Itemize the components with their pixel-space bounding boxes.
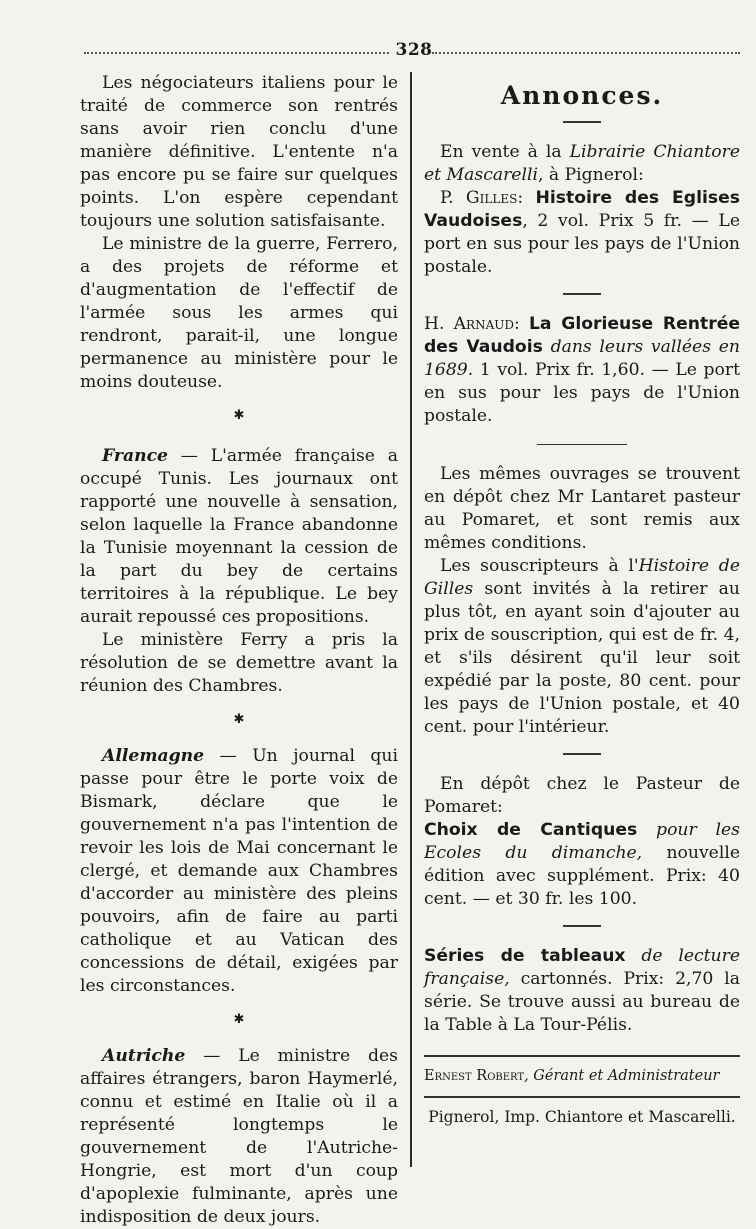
ad3-book-italic: Histoire de Gilles <box>424 556 740 599</box>
separator-dash <box>563 753 601 755</box>
page-header <box>0 40 756 64</box>
header-ornament-left <box>84 52 389 54</box>
separator-dash <box>563 925 601 927</box>
ad1-bookshop: Librairie Chiantore et Mascarelli <box>424 142 740 185</box>
autriche-paragraph <box>80 1045 398 1229</box>
ad1-author: P. Gilles <box>440 188 518 208</box>
ad4-book-title: Choix de Cantiques <box>424 820 638 840</box>
ad5-price: cartonnés. Prix: 2,70 la série. Se trouve aussi au bureau de la Table à La Tour-Pélis. <box>424 969 740 1035</box>
france-heading: France <box>102 446 168 466</box>
ad5-body <box>424 945 740 1037</box>
italy-paragraph-2: Le ministre de la guerre, Ferrero, a des projets de réforme et d'augmentation de l'effectif de l'armée sous les armes qui rendront, parait-il, une longue permanence au ministère pour le moins douteuse. <box>80 234 398 392</box>
ad1-intro <box>424 141 740 187</box>
section-star-icon: ✱ <box>233 1012 245 1027</box>
ad1-intro-text: En vente à la <box>440 142 570 162</box>
ad1-body <box>424 187 740 279</box>
ad2-subtitle: dans leurs vallées en 1689. <box>424 337 740 380</box>
separator-dash <box>563 293 601 295</box>
right-column <box>424 72 740 1129</box>
ad4-body <box>424 819 740 911</box>
header-ornament-right <box>432 52 740 54</box>
separator-dash <box>563 121 601 123</box>
separator-rule <box>537 444 627 445</box>
ad4-intro: En dépôt chez le Pasteur de Pomaret: <box>424 774 740 817</box>
ad5-title: Séries de tableaux <box>424 946 626 966</box>
france-paragraph-2: Le ministère Ferry a pris la résolution de se demettre avant la réunion des Chambres. <box>80 630 398 696</box>
france-text: — L'armée française a occupé Tunis. Les journaux ont rapporté une nouvelle à sensation, selon laquelle la France abandonne la Tunisie moyennant la cession de la part du bey de certains territoires à la république. Le bey aurait repoussé ces propositions. <box>80 446 398 627</box>
column-divider <box>410 72 412 1167</box>
section-star-icon: ✱ <box>233 712 245 727</box>
allemagne-paragraph <box>80 745 398 998</box>
autriche-heading: Autriche <box>102 1046 186 1066</box>
ad2-price: 1 vol. Prix fr. 1,60. — Le port en sus pour les pays de l'Union postale. <box>424 360 740 426</box>
ad1-intro-text-end: , à Pignerol: <box>537 165 644 185</box>
ad3-paragraph-2 <box>424 555 740 739</box>
footer-printer: Pignerol, Imp. Chiantore et Mascarelli. <box>428 1108 736 1126</box>
france-paragraph-1 <box>80 445 398 629</box>
ad4-price: nouvelle édition avec supplément. Prix: 40 cent. — et 30 fr. les 100. <box>424 843 741 909</box>
page-number: 328 <box>395 40 433 60</box>
ad1-book-title: Histoire des Eglises Vaudoises <box>424 188 740 231</box>
ad3-paragraph-1: Les mêmes ouvrages se trouvent en dépôt chez Mr Lantaret pasteur au Pomaret, et sont remis aux mêmes conditions. <box>424 464 740 553</box>
ad1-price: , 2 vol. Prix 5 fr. — Le port en sus pour les pays de l'Union postale. <box>424 211 740 277</box>
ad3-text-b: sont invités à la retirer au plus tôt, en ayant soin d'ajouter au prix de souscription, qui est de fr. 4, et s'ils désirent qu'il leur soit expédié par la poste, 80 cent. pour les pays de l'Union postale, et 40 cent. pour l'intérieur. <box>424 579 740 737</box>
ad5-subtitle: de lecture française, <box>424 946 740 989</box>
manager-name: Ernest Robert <box>424 1068 525 1084</box>
italy-paragraph-1: Les négociateurs italiens pour le traité de commerce son rentrés sans avoir rien conclu d'une manière définitive. L'entente n'a pas encore pu se faire sur quelques points. L'on espère cependant toujours une solution satisfaisante. <box>80 73 398 231</box>
left-column <box>80 72 398 1229</box>
manager-role: , Gérant et Administrateur <box>524 1068 720 1084</box>
footer-rule-2 <box>424 1096 740 1098</box>
footer-manager <box>424 1065 740 1088</box>
section-star-icon: ✱ <box>233 408 245 423</box>
ad2-colon: : <box>513 314 529 334</box>
ad4-subtitle: pour les Ecoles du dimanche, <box>424 820 740 863</box>
allemagne-heading: Allemagne <box>102 746 205 766</box>
annonces-title: Annonces. <box>500 81 664 110</box>
ad3-text-a: Les souscripteurs à l' <box>440 556 639 576</box>
ad2-author: H. Arnaud <box>424 314 514 334</box>
footer-rule <box>424 1055 740 1057</box>
autriche-text: — Le ministre des affaires étrangers, baron Haymerlé, connu et estimé en Italie où il a représenté longtemps le gouvernement de l'Autriche-Hongrie, est mort d'un coup d'apoplexie fulminante, après une indisposition de deux jours. <box>80 1046 398 1227</box>
allemagne-text: — Un journal qui passe pour être le porte voix de Bismark, déclare que le gouvernement n'a pas l'intention de revoir les lois de Mai concernant le clergé, et demande aux Chambres d'accorder au ministère des pleins pouvoirs, afin de faire au parti catholique et au Vatican des concessions de détail, exigées par les circonstances. <box>80 746 398 996</box>
ad1-colon: : <box>517 188 536 208</box>
ad2-body <box>424 313 740 428</box>
ad2-book-title: La Glorieuse Rentrée des Vaudois <box>424 314 741 357</box>
